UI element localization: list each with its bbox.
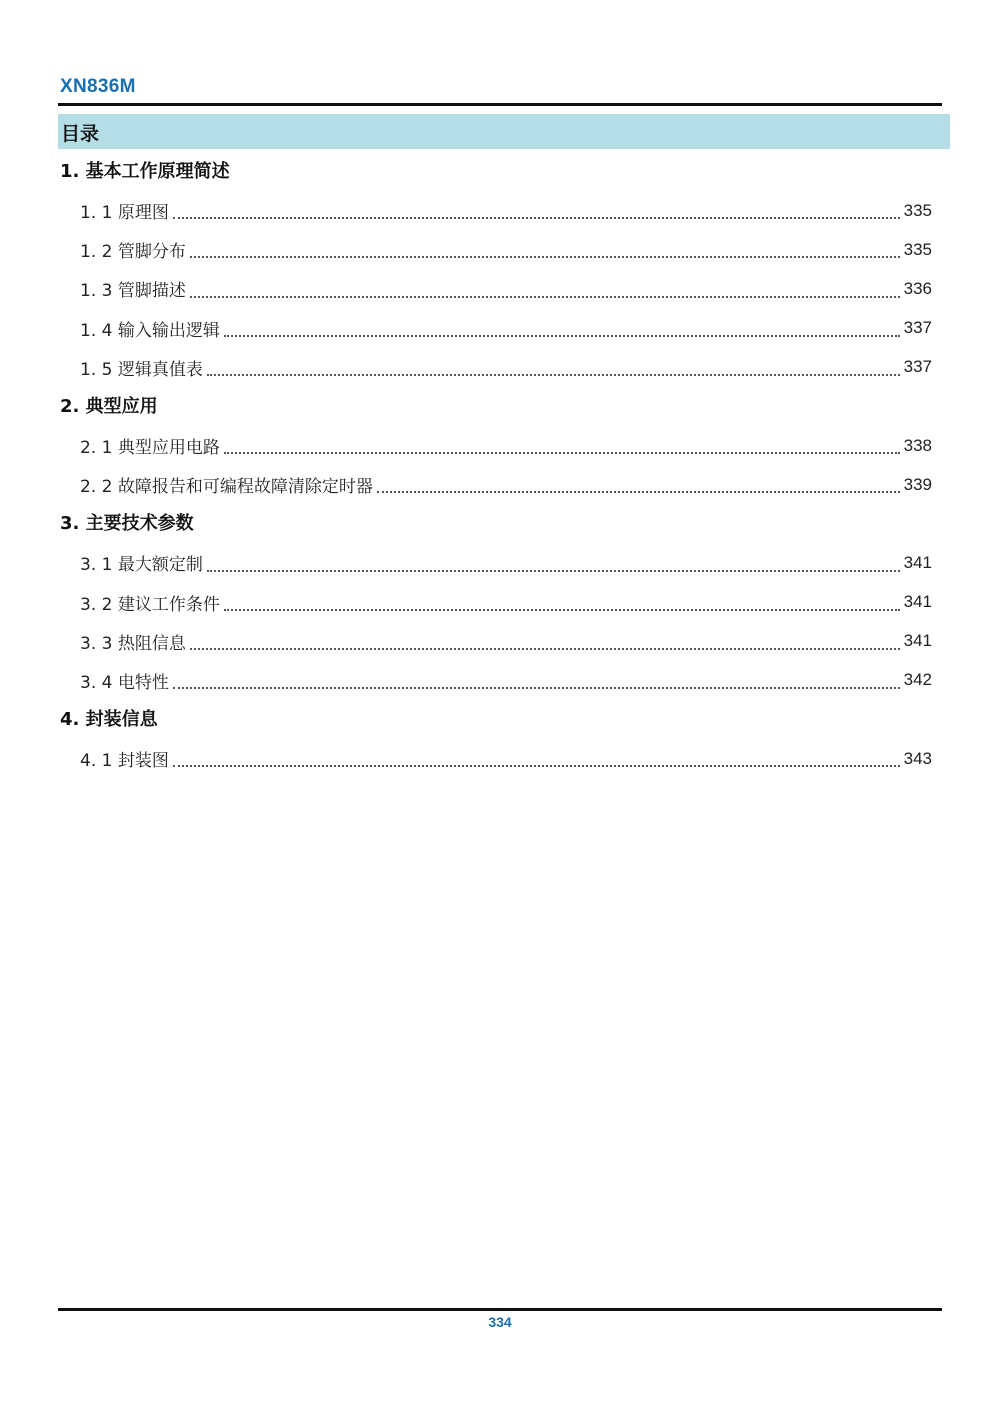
toc-entry-page: 343 <box>903 748 932 768</box>
table-of-contents <box>60 152 932 778</box>
toc-entry[interactable] <box>60 348 932 387</box>
dot-leader <box>173 687 900 689</box>
toc-entry[interactable] <box>60 543 932 582</box>
toc-entry[interactable] <box>60 426 932 465</box>
toc-entry-label: 3. 1 最大额定制 <box>80 555 203 576</box>
dot-leader <box>190 256 900 258</box>
dot-leader <box>173 765 900 767</box>
toc-entry[interactable] <box>60 309 932 348</box>
toc-section-heading[interactable]: 4. 封装信息 <box>60 709 158 731</box>
toc-entry-page: 341 <box>903 552 932 572</box>
toc-entry-label: 1. 2 管脚分布 <box>80 242 186 263</box>
toc-entry[interactable] <box>60 661 932 700</box>
dot-leader <box>207 570 900 572</box>
toc-entry-label: 1. 3 管脚描述 <box>80 281 186 302</box>
toc-entry-page: 341 <box>903 631 932 651</box>
dot-leader <box>224 335 900 337</box>
toc-entry-label: 3. 4 电特性 <box>80 672 169 693</box>
toc-entry-page: 338 <box>903 435 932 455</box>
page-number: 334 <box>488 1314 512 1330</box>
toc-entry[interactable] <box>60 191 932 230</box>
toc-entry-page: 339 <box>903 474 932 494</box>
toc-entry-label: 1. 4 输入输出逻辑 <box>80 320 220 341</box>
toc-entry-page: 342 <box>903 670 932 690</box>
toc-entry-label: 1. 1 原理图 <box>80 203 169 224</box>
toc-section-heading[interactable]: 2. 典型应用 <box>60 395 158 417</box>
toc-entry-page: 337 <box>903 357 932 377</box>
toc-entry-page: 335 <box>903 239 932 259</box>
dot-leader <box>190 648 900 650</box>
toc-entry-page: 336 <box>903 278 932 298</box>
toc-heading: 目录 <box>61 123 100 145</box>
toc-entry[interactable] <box>60 739 932 778</box>
toc-entry[interactable] <box>60 269 932 308</box>
toc-entry-page: 335 <box>903 200 932 220</box>
toc-entry-label: 2. 2 故障报告和可编程故障清除定时器 <box>80 477 373 498</box>
toc-entry[interactable] <box>60 465 932 504</box>
footer-divider <box>58 1308 942 1311</box>
toc-entry-page: 337 <box>903 318 932 338</box>
dot-leader <box>173 217 900 219</box>
dot-leader <box>224 609 900 611</box>
dot-leader <box>377 491 900 493</box>
toc-banner <box>58 114 950 149</box>
toc-entry-label: 1. 5 逻辑真值表 <box>80 359 203 380</box>
toc-entry-label: 3. 2 建议工作条件 <box>80 594 220 615</box>
toc-section-heading[interactable]: 3. 主要技术参数 <box>60 513 194 535</box>
dot-leader <box>207 374 900 376</box>
toc-entry-label: 4. 1 封装图 <box>80 751 169 772</box>
dot-leader <box>190 296 900 298</box>
toc-entry-page: 341 <box>903 592 932 612</box>
document-title: XN836M <box>60 76 136 97</box>
dot-leader <box>224 452 900 454</box>
toc-entry[interactable] <box>60 230 932 269</box>
toc-section-heading[interactable]: 1. 基本工作原理简述 <box>60 161 230 182</box>
toc-entry-label: 2. 1 典型应用电路 <box>80 438 220 459</box>
toc-entry-label: 3. 3 热阻信息 <box>80 633 186 654</box>
header-divider <box>58 103 942 106</box>
toc-entry[interactable] <box>60 622 932 661</box>
toc-entry[interactable] <box>60 583 932 622</box>
